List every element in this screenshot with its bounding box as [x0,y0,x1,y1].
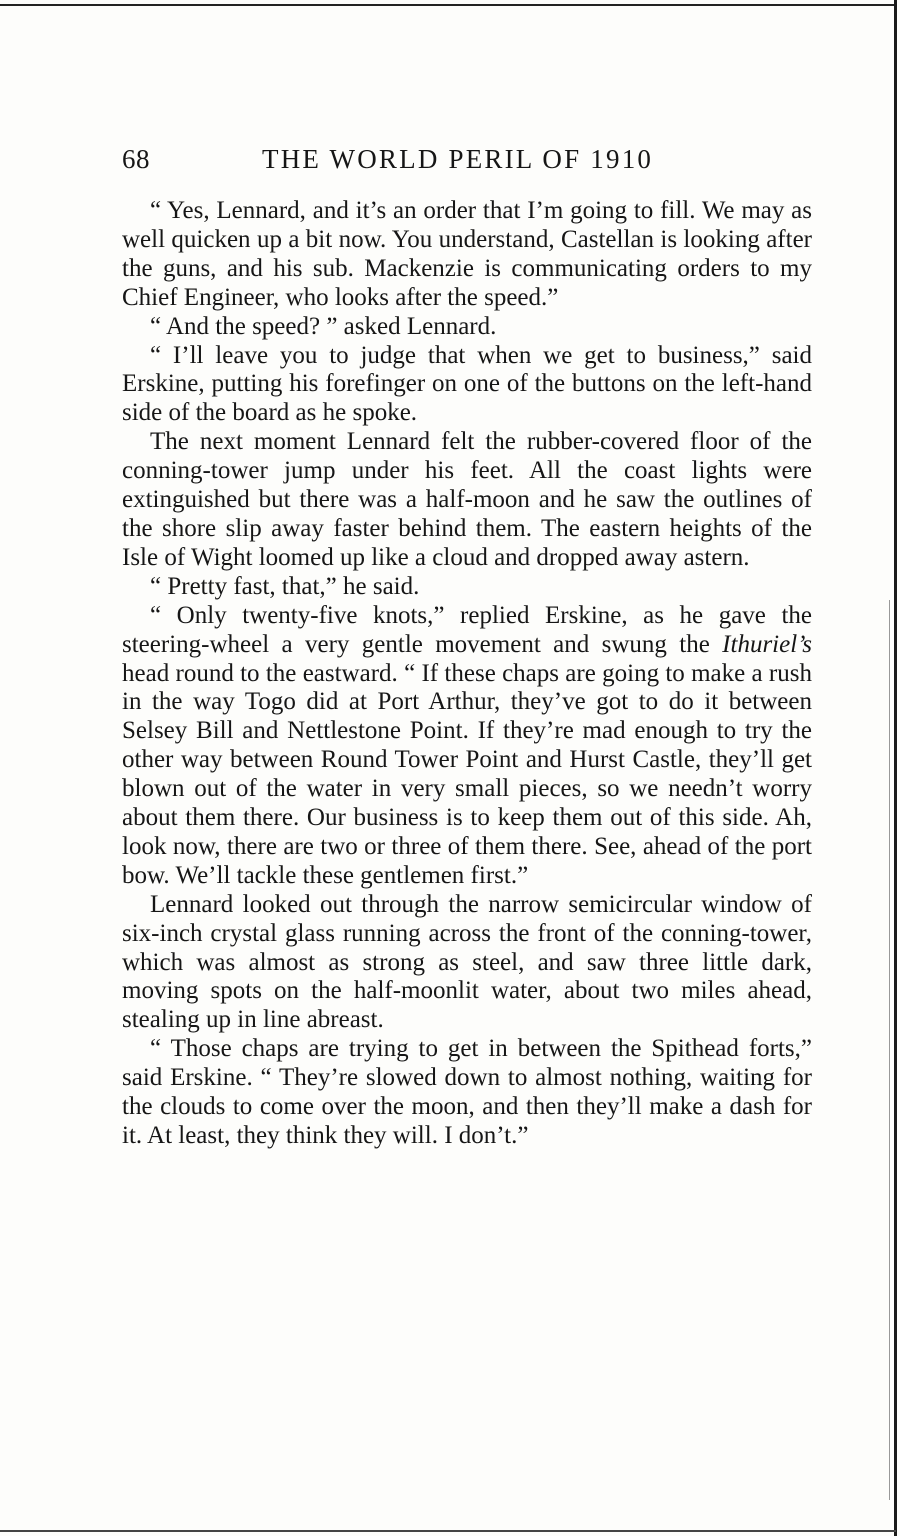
paragraph: “ Yes, Lennard, and it’s an order that I’m going to fill. We may as well quicken up a bit now. You understand, Castellan is looking after the guns, and his sub. Mackenzie is communicating orders to my Chief Engineer, who looks after the speed.” [122,197,812,311]
body-text [122,197,812,1151]
paragraph-text: “ Only twenty-five knots,” replied Erskine, as he gave the steering-wheel a very gentle movement and swung the [122,601,812,658]
page-number: 68 [122,144,150,174]
paragraph: “ I’ll leave you to judge that when we get to business,” said Erskine, putting his forefinger on one of the buttons on the left-hand side of the board as he spoke. [122,341,812,427]
paragraph: The next moment Lennard felt the rubber-covered floor of the conning-tower jump under his feet. All the coast lights were extinguished but there was a half-moon and he saw the outlines of the shore slip away faster behind them. The eastern heights of the Isle of Wight loomed up like a cloud and dropped away astern. [122,428,812,571]
paragraph: “ Pretty fast, that,” he said. [150,572,420,600]
scan-border-right-inner [889,600,890,1500]
ship-name: Ithuriel’s [722,630,812,658]
paragraph-text: head round to the eastward. “ If these chaps are going to make a rush in the way Togo did at Port Arthur, they’ve got to do it between Selsey Bill and Nettlestone Point. If they’re mad enough to try the other way between Round Tower Point and Hurst Castle, they’ll get blown out of the water in very small pieces, so we needn’t worry about them there. Our business is to keep them out of this side. Ah, look now, there are two or three of them there. See, ahead of the port bow. We’ll tackle these gentlemen first.” [122,659,812,889]
paragraph: “ Those chaps are trying to get in between the Spithead forts,” said Erskine. “ They’re slowed down to almost nothing, waiting for the clouds to come over the moon, and then they’ll make a dash for it. At least, they think they will. I don’t.” [122,1035,812,1149]
scan-border-right [894,0,897,1536]
scan-border-top [0,4,896,6]
paragraph: Lennard looked out through the narrow semicircular window of six-inch crystal glass running across the front of the conning-tower, which was almost as strong as steel, and saw three little dark, moving spots on the half-moonlit water, about two miles ahead, stealing up in line abreast. [122,890,812,1034]
page-header [122,140,812,184]
paragraph: “ And the speed? ” asked Lennard. [150,312,497,340]
running-title: THE WORLD PERIL OF 1910 [262,144,654,174]
paragraph [122,602,812,891]
scan-border-bottom [0,1530,896,1532]
